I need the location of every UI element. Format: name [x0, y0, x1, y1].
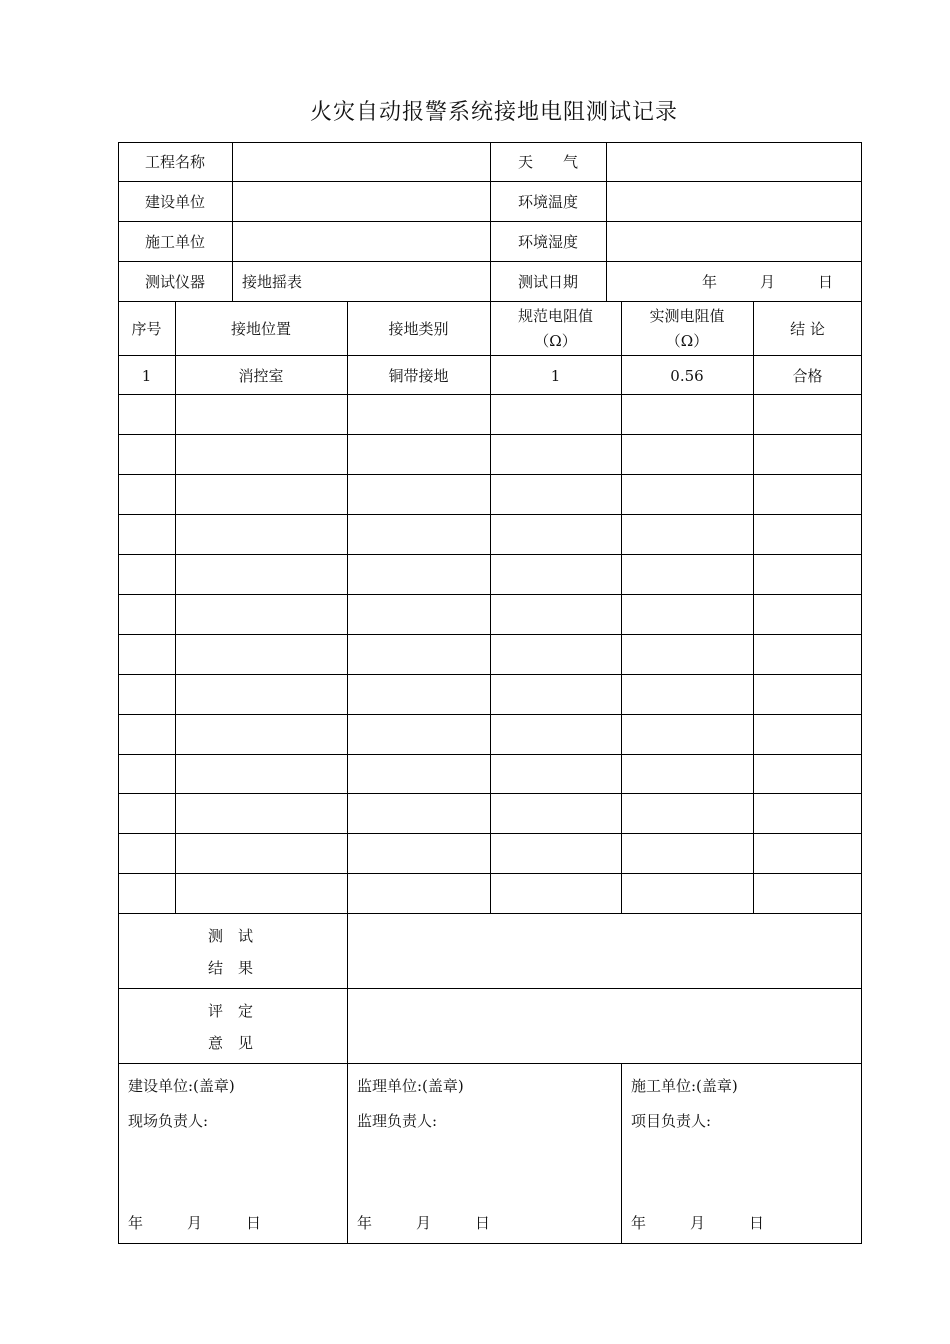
weather-label: 天 气 — [517, 153, 578, 171]
divider — [347, 913, 348, 1244]
header-measured-unit: （Ω） — [665, 332, 709, 350]
test-result-label-line1: 测 试 — [208, 927, 254, 945]
supervisor-sign-year: 年 — [357, 1214, 373, 1232]
project-name-label: 工程名称 — [144, 153, 205, 171]
evaluation-label-line2: 意 见 — [208, 1034, 254, 1052]
row-location: 消控室 — [238, 367, 284, 385]
constructor-seal-label: 施工单位:(盖章) — [631, 1077, 738, 1095]
divider — [232, 142, 233, 302]
constructor-person-label: 项目负责人: — [631, 1112, 712, 1130]
divider — [118, 1063, 862, 1064]
constructor-sign-year: 年 — [631, 1214, 647, 1232]
header-seq: 序号 — [131, 320, 162, 338]
header-spec-unit: （Ω） — [534, 332, 577, 350]
divider — [118, 913, 862, 914]
row-type: 铜带接地 — [388, 367, 449, 385]
supervisor-sign-month: 月 — [416, 1214, 432, 1232]
builder-sign-month: 月 — [187, 1214, 203, 1232]
divider — [118, 988, 862, 989]
test-date-year: 年 — [702, 273, 718, 291]
supervisor-seal-label: 监理单位:(盖章) — [357, 1077, 464, 1095]
builder-sign-day: 日 — [246, 1214, 262, 1232]
divider — [753, 302, 754, 913]
builder-seal-label: 建设单位:(盖章) — [128, 1077, 235, 1095]
env-temp-label: 环境温度 — [517, 193, 578, 211]
header-measured-resistance: 实测电阻值 — [649, 307, 725, 325]
constructor-sign-month: 月 — [690, 1214, 706, 1232]
env-humidity-label: 环境湿度 — [517, 233, 578, 251]
header-spec-resistance: 规范电阻值 — [517, 307, 593, 325]
instrument-field[interactable]: 接地摇表 — [242, 273, 303, 291]
divider — [175, 302, 176, 913]
constructor-label: 施工单位 — [144, 233, 205, 251]
row-conclusion: 合格 — [792, 367, 823, 385]
builder-sign-year: 年 — [128, 1214, 144, 1232]
builder-person-label: 现场负责人: — [128, 1112, 209, 1130]
divider — [621, 1063, 622, 1244]
test-date-day: 日 — [818, 273, 834, 291]
instrument-label: 测试仪器 — [144, 273, 205, 291]
row-measured-value: 0.56 — [670, 367, 704, 385]
page-title: 火灾自动报警系统接地电阻测试记录 — [309, 100, 678, 125]
constructor-sign-day: 日 — [749, 1214, 765, 1232]
test-date-label: 测试日期 — [517, 273, 578, 291]
test-result-label-line2: 结 果 — [208, 959, 254, 977]
header-location: 接地位置 — [230, 320, 291, 338]
divider — [490, 302, 491, 913]
supervisor-person-label: 监理负责人: — [357, 1112, 438, 1130]
supervisor-sign-day: 日 — [475, 1214, 491, 1232]
header-conclusion: 结 论 — [790, 320, 825, 338]
divider — [606, 142, 607, 302]
header-type: 接地类别 — [388, 320, 449, 338]
row-spec-value: 1 — [550, 367, 561, 385]
evaluation-label-line1: 评 定 — [208, 1002, 254, 1020]
builder-label: 建设单位 — [144, 193, 205, 211]
row-seq: 1 — [141, 367, 152, 385]
test-date-month: 月 — [760, 273, 776, 291]
divider — [347, 302, 348, 913]
divider — [621, 302, 622, 913]
